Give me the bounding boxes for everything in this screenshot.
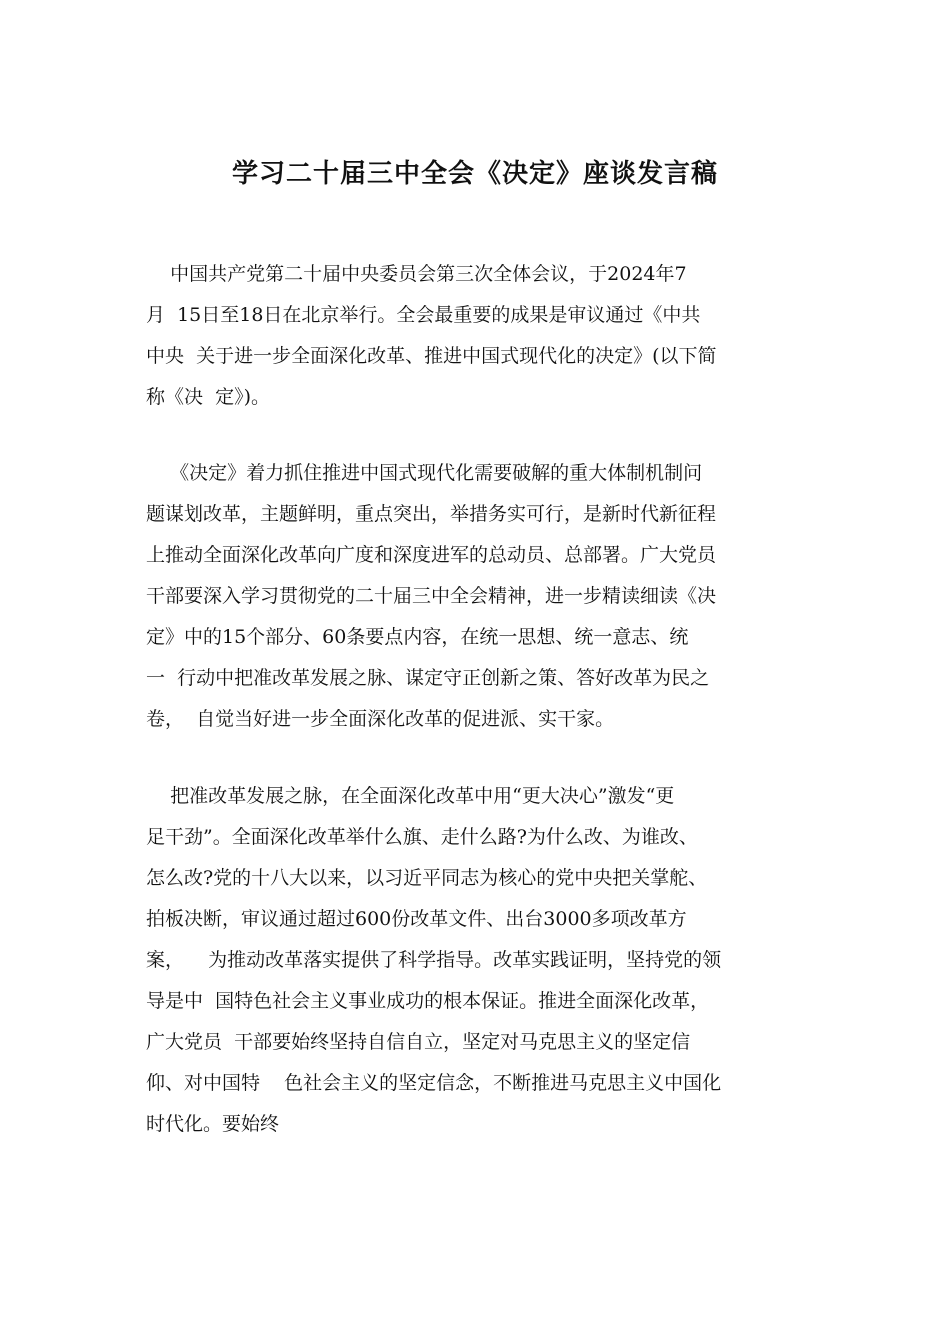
paragraph-line: 把准改革发展之脉，在全面深化改革中用“更大决心”激发“更 <box>146 785 675 807</box>
document-title: 学习二十届三中全会《决定》座谈发言稿 <box>231 159 718 189</box>
paragraph-line: 时代化。要始终 <box>146 1113 280 1135</box>
paragraph-line: 中国共产党第二十届中央委员会第三次全体会议，于2024年7 <box>146 263 687 285</box>
paragraph-line: 仰、对中国特 色社会主义的坚定信念，不断推进马克思主义中国化 <box>146 1072 722 1094</box>
paragraph-line: 称《决 定》)。 <box>146 386 270 408</box>
paragraph-line: 《决定》着力抓住推进中国式现代化需要破解的重大体制机制问 <box>146 462 703 484</box>
paragraph-line: 上推动全面深化改革向广度和深度进军的总动员、总部署。广大党员 <box>146 544 717 566</box>
paragraph-line: 题谋划改革，主题鲜明，重点突出，举措务实可行，是新时代新征程 <box>146 503 717 525</box>
paragraph-line: 月 15日至18日在北京举行。全会最重要的成果是审议通过《中共 <box>146 304 701 326</box>
paragraph-line: 怎么改?党的十八大以来，以习近平同志为核心的党中央把关掌舵、 <box>146 867 708 889</box>
paragraph-line: 拍板决断，审议通过超过600份改革文件、出台3000多项改革方 <box>146 908 687 930</box>
paragraph-line: 干部要深入学习贯彻党的二十届三中全会精神，进一步精读细读《决 <box>146 585 717 607</box>
paragraph-line: 一 行动中把准改革发展之脉、谋定守正创新之策、答好改革为民之 <box>146 667 710 689</box>
paragraph-line: 足干劲”。全面深化改革举什么旗、走什么路?为什么改、为谁改、 <box>146 826 698 848</box>
paragraph-line: 定》中的15个部分、60条要点内容，在统一思想、统一意志、统 <box>146 626 689 648</box>
paragraph-line: 中央 关于进一步全面深化改革、推进中国式现代化的决定》(以下简 <box>146 345 717 367</box>
paragraph-line: 案， 为推动改革落实提供了科学指导。改革实践证明，坚持党的领 <box>146 949 722 971</box>
paragraph-line: 广大党员 干部要始终坚持自信自立，坚定对马克思主义的坚定信 <box>146 1031 691 1053</box>
paragraph-line: 卷， 自觉当好进一步全面深化改革的促进派、实干家。 <box>146 708 615 730</box>
paragraph-line: 导是中 国特色社会主义事业成功的根本保证。推进全面深化改革， <box>146 990 710 1012</box>
